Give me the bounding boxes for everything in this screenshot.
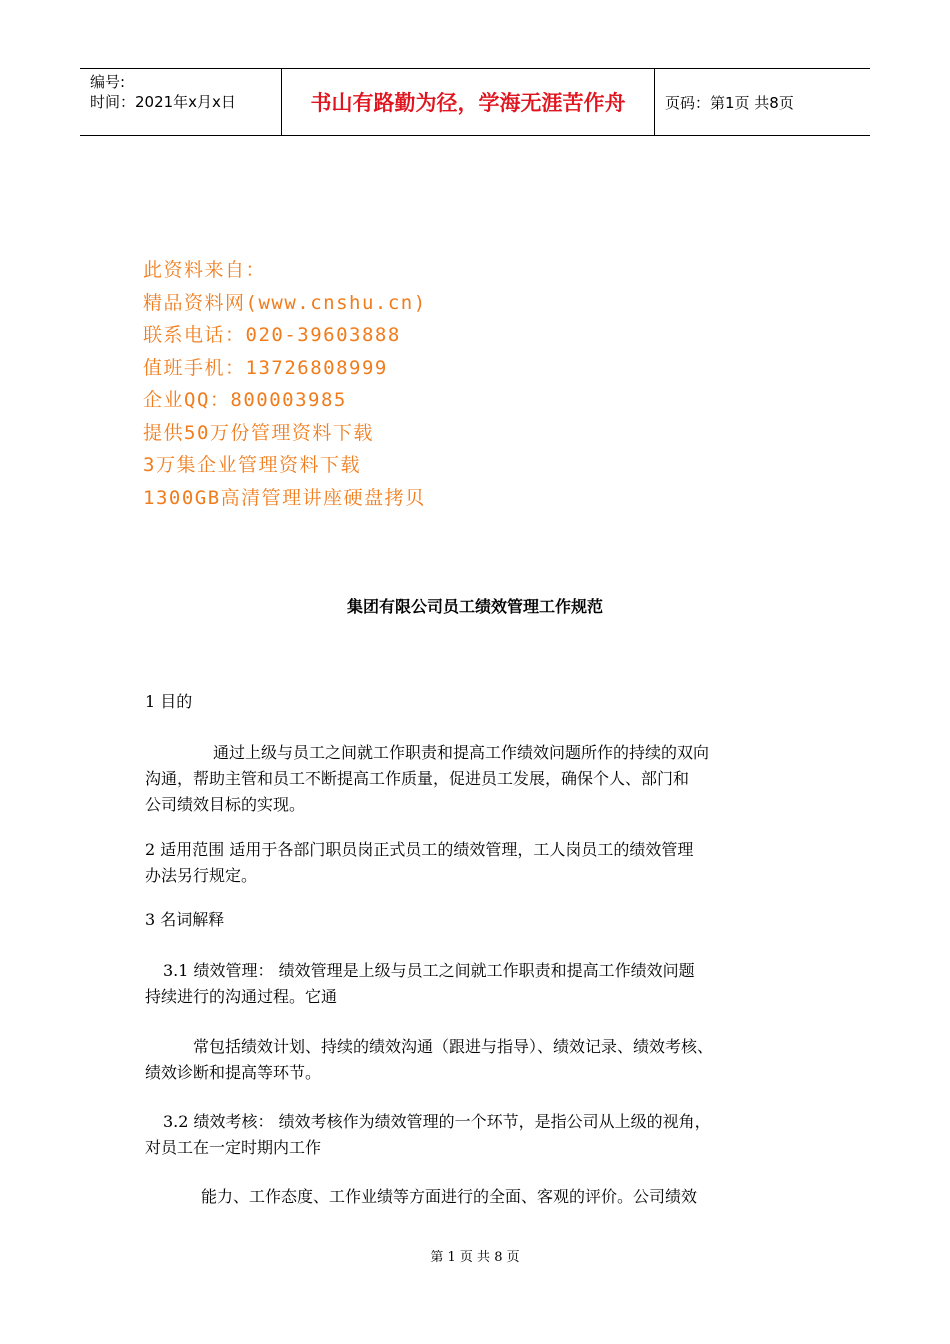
body-line: 2 适用范围 适用于各部门职员岗正式员工的绩效管理，工人岗员工的绩效管理: [145, 840, 694, 859]
promo-line: 提供50万份管理资料下载: [143, 421, 374, 444]
promo-line: 3万集企业管理资料下载: [143, 454, 361, 476]
document-title: 集团有限公司员工绩效管理工作规范: [346, 597, 603, 616]
body-line: 能力、工作态度、工作业绩等方面进行的全面、客观的评价。公司绩效: [201, 1187, 698, 1206]
document-date: 时间：2021年x月x日: [90, 93, 236, 111]
body-line: 常包括绩效计划、持续的绩效沟通（跟进与指导）、绩效记录、绩效考核、: [193, 1037, 714, 1056]
body-line: 通过上级与员工之间就工作职责和提高工作绩效问题所作的持续的双向: [213, 743, 710, 762]
header-motto: 书山有路勤为径，学海无涯苦作舟: [310, 90, 626, 115]
body-line: 绩效诊断和提高等环节。: [145, 1063, 322, 1082]
promo-line: 企业QQ：800003985: [143, 389, 347, 411]
section-heading: 3 名词解释: [145, 910, 225, 929]
body-line: 3.2 绩效考核： 绩效考核作为绩效管理的一个环节，是指公司从上级的视角，: [163, 1112, 711, 1131]
document-number-label: 编号:: [90, 73, 126, 91]
promo-line: 此资料来自：: [143, 259, 267, 281]
body-line: 持续进行的沟通过程。它通: [145, 987, 338, 1006]
header-page-info: 页码：第1页 共8页: [665, 93, 794, 112]
body-line: 办法另行规定。: [145, 866, 258, 885]
promo-line: 精品资料网(www.cnshu.cn): [143, 291, 427, 314]
header-motto-cell: [282, 69, 655, 135]
body-line: 沟通，帮助主管和员工不断提高工作质量，促进员工发展，确保个人、部门和: [145, 769, 690, 788]
promo-block: [143, 254, 427, 514]
promo-line: 联系电话：020-39603888: [143, 324, 401, 346]
body-line: 3.1 绩效管理： 绩效管理是上级与员工之间就工作职责和提高工作绩效问题: [163, 961, 695, 980]
page-footer: 第 1 页 共 8 页: [430, 1250, 520, 1265]
page-header: [80, 68, 870, 136]
body-line: 对员工在一定时期内工作: [145, 1138, 322, 1157]
promo-line: 1300GB高清管理讲座硬盘拷贝: [143, 486, 426, 509]
header-meta-cell: [80, 69, 282, 135]
section-heading: 1 目的: [145, 692, 193, 711]
header-page-cell: [655, 69, 870, 135]
promo-line: 值班手机：13726808999: [143, 356, 388, 379]
body-line: 公司绩效目标的实现。: [145, 795, 306, 814]
